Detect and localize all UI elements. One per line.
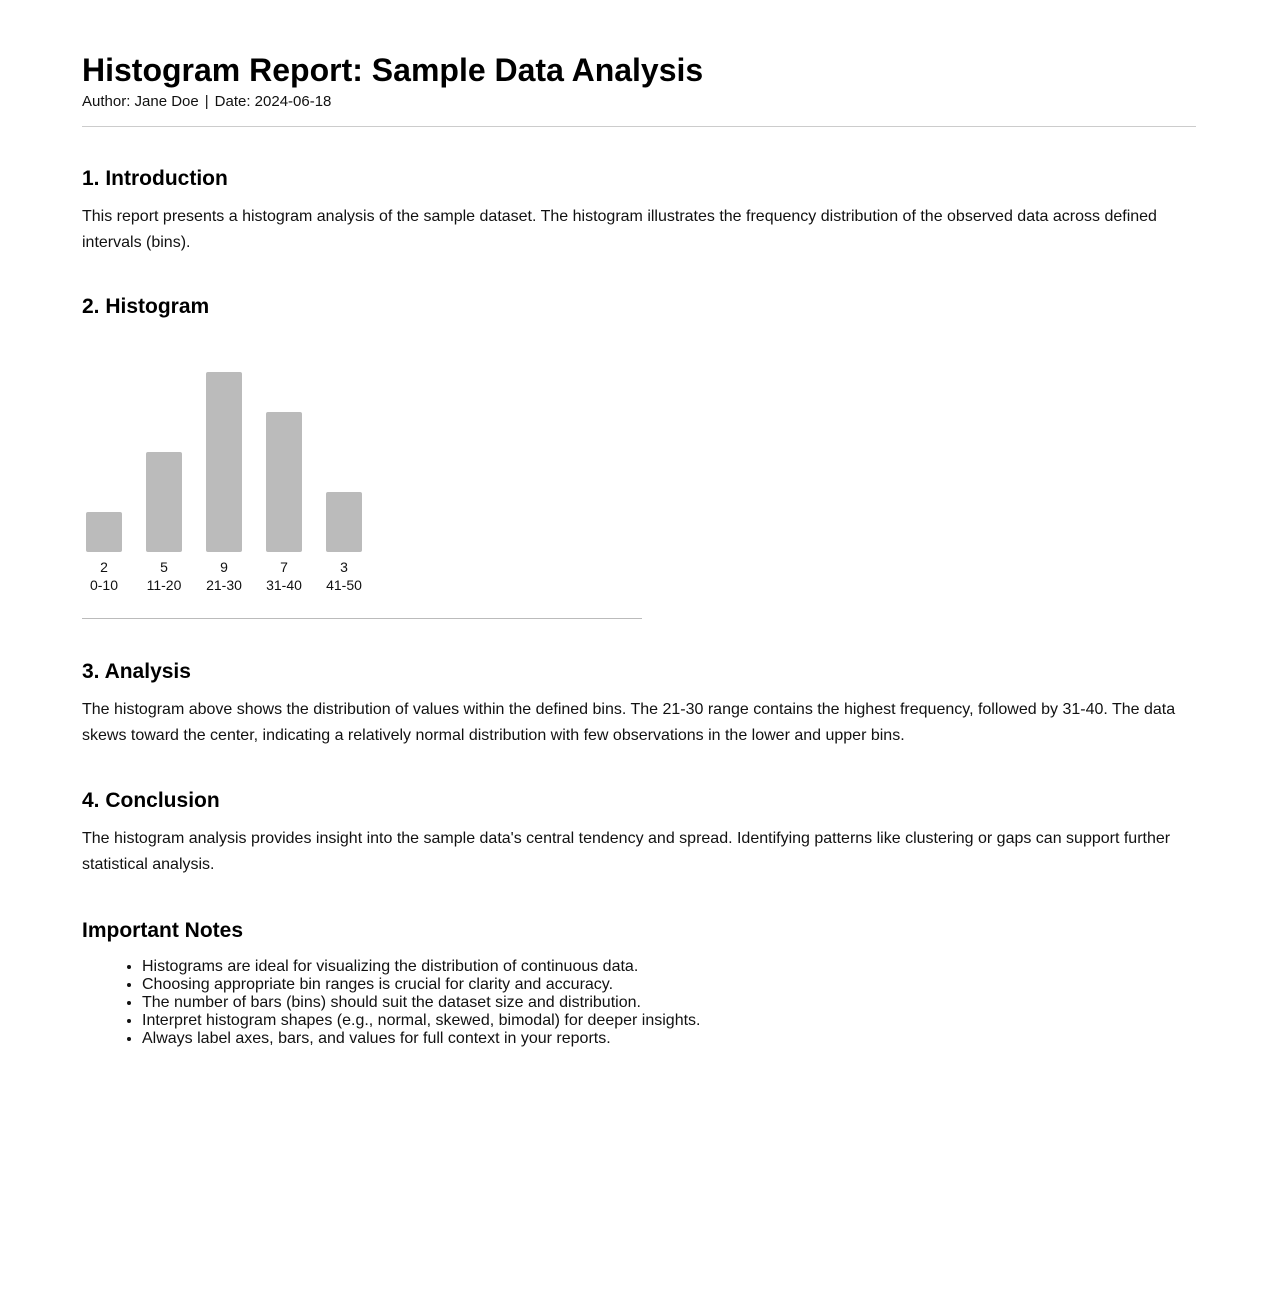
conclusion-heading: 4. Conclusion [82,789,220,812]
histogram-heading: 2. Histogram [82,295,210,318]
analysis-text: The histogram above shows the distribution of values within the defined bins. The 21-30 range contains the highest frequency, followed by 31-40. The data skews toward the center, indicating a relatively normal distribution with few observations in the lower and upper bins. [82,701,1176,744]
header-divider [82,126,1196,127]
author: Author: Jane Doe [82,93,199,110]
report-title: Histogram Report: Sample Data Analysis [82,52,704,88]
bin-range-label: 31-40 [266,577,302,593]
section-conclusion [82,788,1196,878]
meta-separator: | [204,93,209,110]
report-date: Date: 2024-06-18 [214,93,332,110]
analysis-heading: 3. Analysis [82,660,191,683]
section-histogram [82,294,1196,619]
bar-value-label: 9 [220,559,228,575]
bin-range-label: 41-50 [326,577,362,593]
report-meta [82,93,1196,110]
note-item: • The number of bars (bins) should suit the dataset size and distribution. [142,994,1196,1012]
histogram-svg [82,320,642,618]
bar-value-label: 5 [160,559,168,575]
histogram-bar [206,372,242,552]
bar-value-label: 3 [340,559,348,575]
bar-value-label: 2 [100,559,108,575]
notes-list [82,958,1196,1048]
bin-range-label: 11-20 [146,577,182,593]
histogram-bar [266,412,302,552]
histogram-chart [82,320,642,619]
introduction-heading: 1. Introduction [82,167,228,190]
notes-heading: Important Notes [82,919,244,942]
section-introduction [82,166,1196,256]
histogram-bar [146,452,182,552]
note-item: • Choosing appropriate bin ranges is crucial for clarity and accuracy. [142,976,1196,994]
conclusion-text: The histogram analysis provides insight into the sample data's central tendency and spread. Identifying patterns like clustering or gaps can support further statistical analysis. [82,830,1171,873]
note-item: • Always label axes, bars, and values for full context in your reports. [142,1030,1196,1048]
note-item: • Interpret histogram shapes (e.g., normal, skewed, bimodal) for deeper insights. [142,1012,1196,1030]
bar-value-label: 7 [280,559,288,575]
introduction-text: This report presents a histogram analysis of the sample dataset. The histogram illustrates the frequency distribution of the observed data across defined intervals (bins). [82,208,1157,251]
histogram-bar [86,512,122,552]
section-analysis [82,659,1196,749]
bin-range-label: 0-10 [89,577,119,593]
bin-range-label: 21-30 [206,577,242,593]
histogram-bar [326,492,362,552]
section-notes [82,918,1196,1048]
note-item: • Histograms are ideal for visualizing the distribution of continuous data. [142,958,1196,976]
